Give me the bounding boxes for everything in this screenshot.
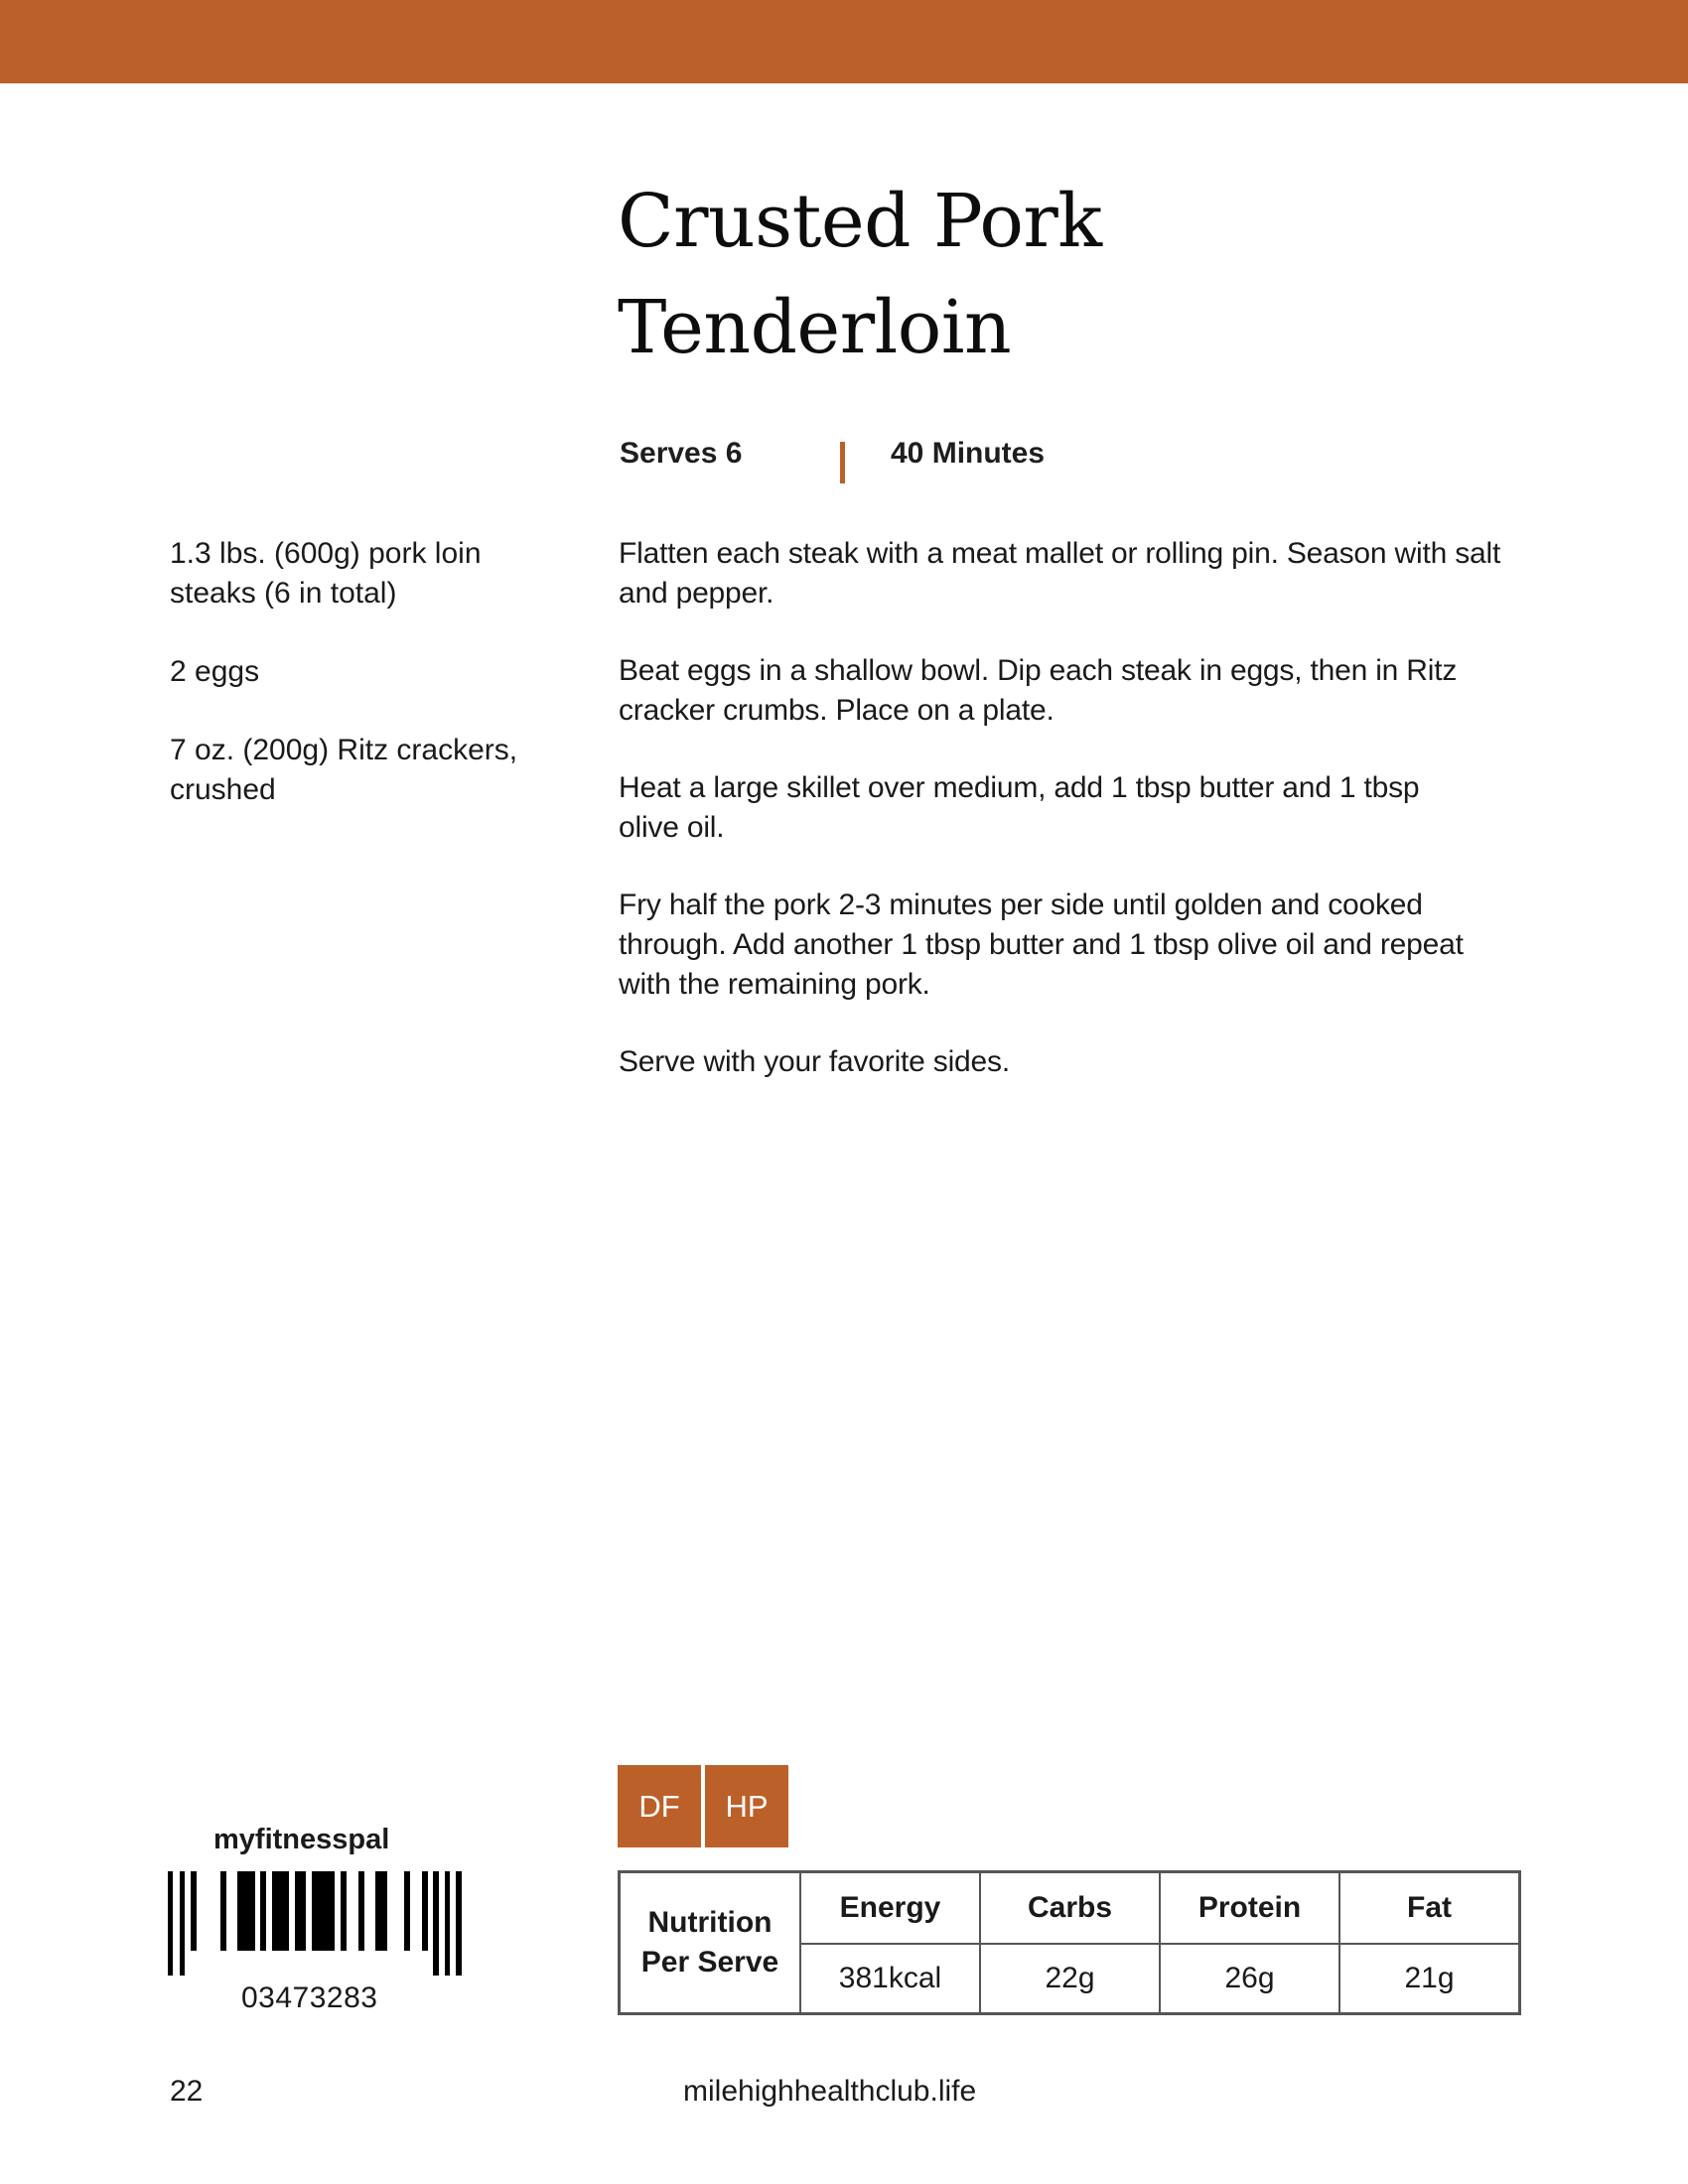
nutrition-header-row [620, 1872, 1520, 1945]
nutrition-label [620, 1872, 801, 2014]
instruction-step: Heat a large skillet over medium, add 1 tbsp butter and 1 tbsp olive oil. [619, 771, 1420, 844]
recipe-title-line-2: Tenderloin [618, 285, 1012, 370]
instruction-step: Serve with your favorite sides. [619, 1045, 1010, 1078]
badge-dairy-free: DF [618, 1765, 701, 1847]
recipe-title [618, 169, 1102, 381]
header-energy: Energy [800, 1872, 980, 1945]
ingredient-item: 7 oz. (200g) Ritz crackers, crushed [170, 734, 518, 806]
diet-badges [618, 1765, 788, 1847]
instruction-step: Beat eggs in a shallow bowl. Dip each steak in eggs, then in Ritz cracker crumbs. Place on a plate. [619, 654, 1458, 727]
value-fat: 21g [1339, 1944, 1520, 2014]
recipe-meta [620, 435, 1513, 484]
barcode-number: 03473283 [241, 1981, 378, 2014]
nutrition-label-line-1: Nutrition [647, 1906, 773, 1939]
header-accent-bar [0, 0, 1688, 83]
header-protein: Protein [1160, 1872, 1339, 1945]
myfitnesspal-barcode [159, 1817, 477, 2025]
footer-website: milehighhealthclub.life [683, 2075, 977, 2108]
cook-time: 40 Minutes [891, 437, 1046, 470]
header-carbs: Carbs [980, 1872, 1160, 1945]
value-carbs: 22g [980, 1944, 1160, 2014]
instruction-step: Fry half the pork 2-3 minutes per side until golden and cooked through. Add another 1 tbsp butter and 1 tbsp olive oil and repeat with the remaining pork. [619, 888, 1464, 1001]
instructions-list [619, 534, 1512, 1120]
ingredient-item: 2 eggs [170, 655, 260, 688]
meta-divider [840, 442, 845, 483]
ingredients-list [170, 534, 587, 849]
page-number: 22 [170, 2075, 204, 2108]
barcode-label: myfitnesspal [213, 1824, 390, 1855]
badge-high-protein: HP [705, 1765, 788, 1847]
instruction-step: Flatten each steak with a meat mallet or rolling pin. Season with salt and pepper. [619, 537, 1501, 610]
header-fat: Fat [1339, 1872, 1520, 1945]
ingredient-item: 1.3 lbs. (600g) pork loin steaks (6 in total) [170, 537, 482, 610]
nutrition-table [618, 1870, 1521, 2015]
value-protein: 26g [1160, 1944, 1339, 2014]
nutrition-label-line-2: Per Serve [640, 1946, 779, 1979]
servings: Serves 6 [620, 437, 743, 470]
recipe-title-line-1: Crusted Pork [618, 179, 1102, 264]
value-energy: 381kcal [800, 1944, 980, 2014]
